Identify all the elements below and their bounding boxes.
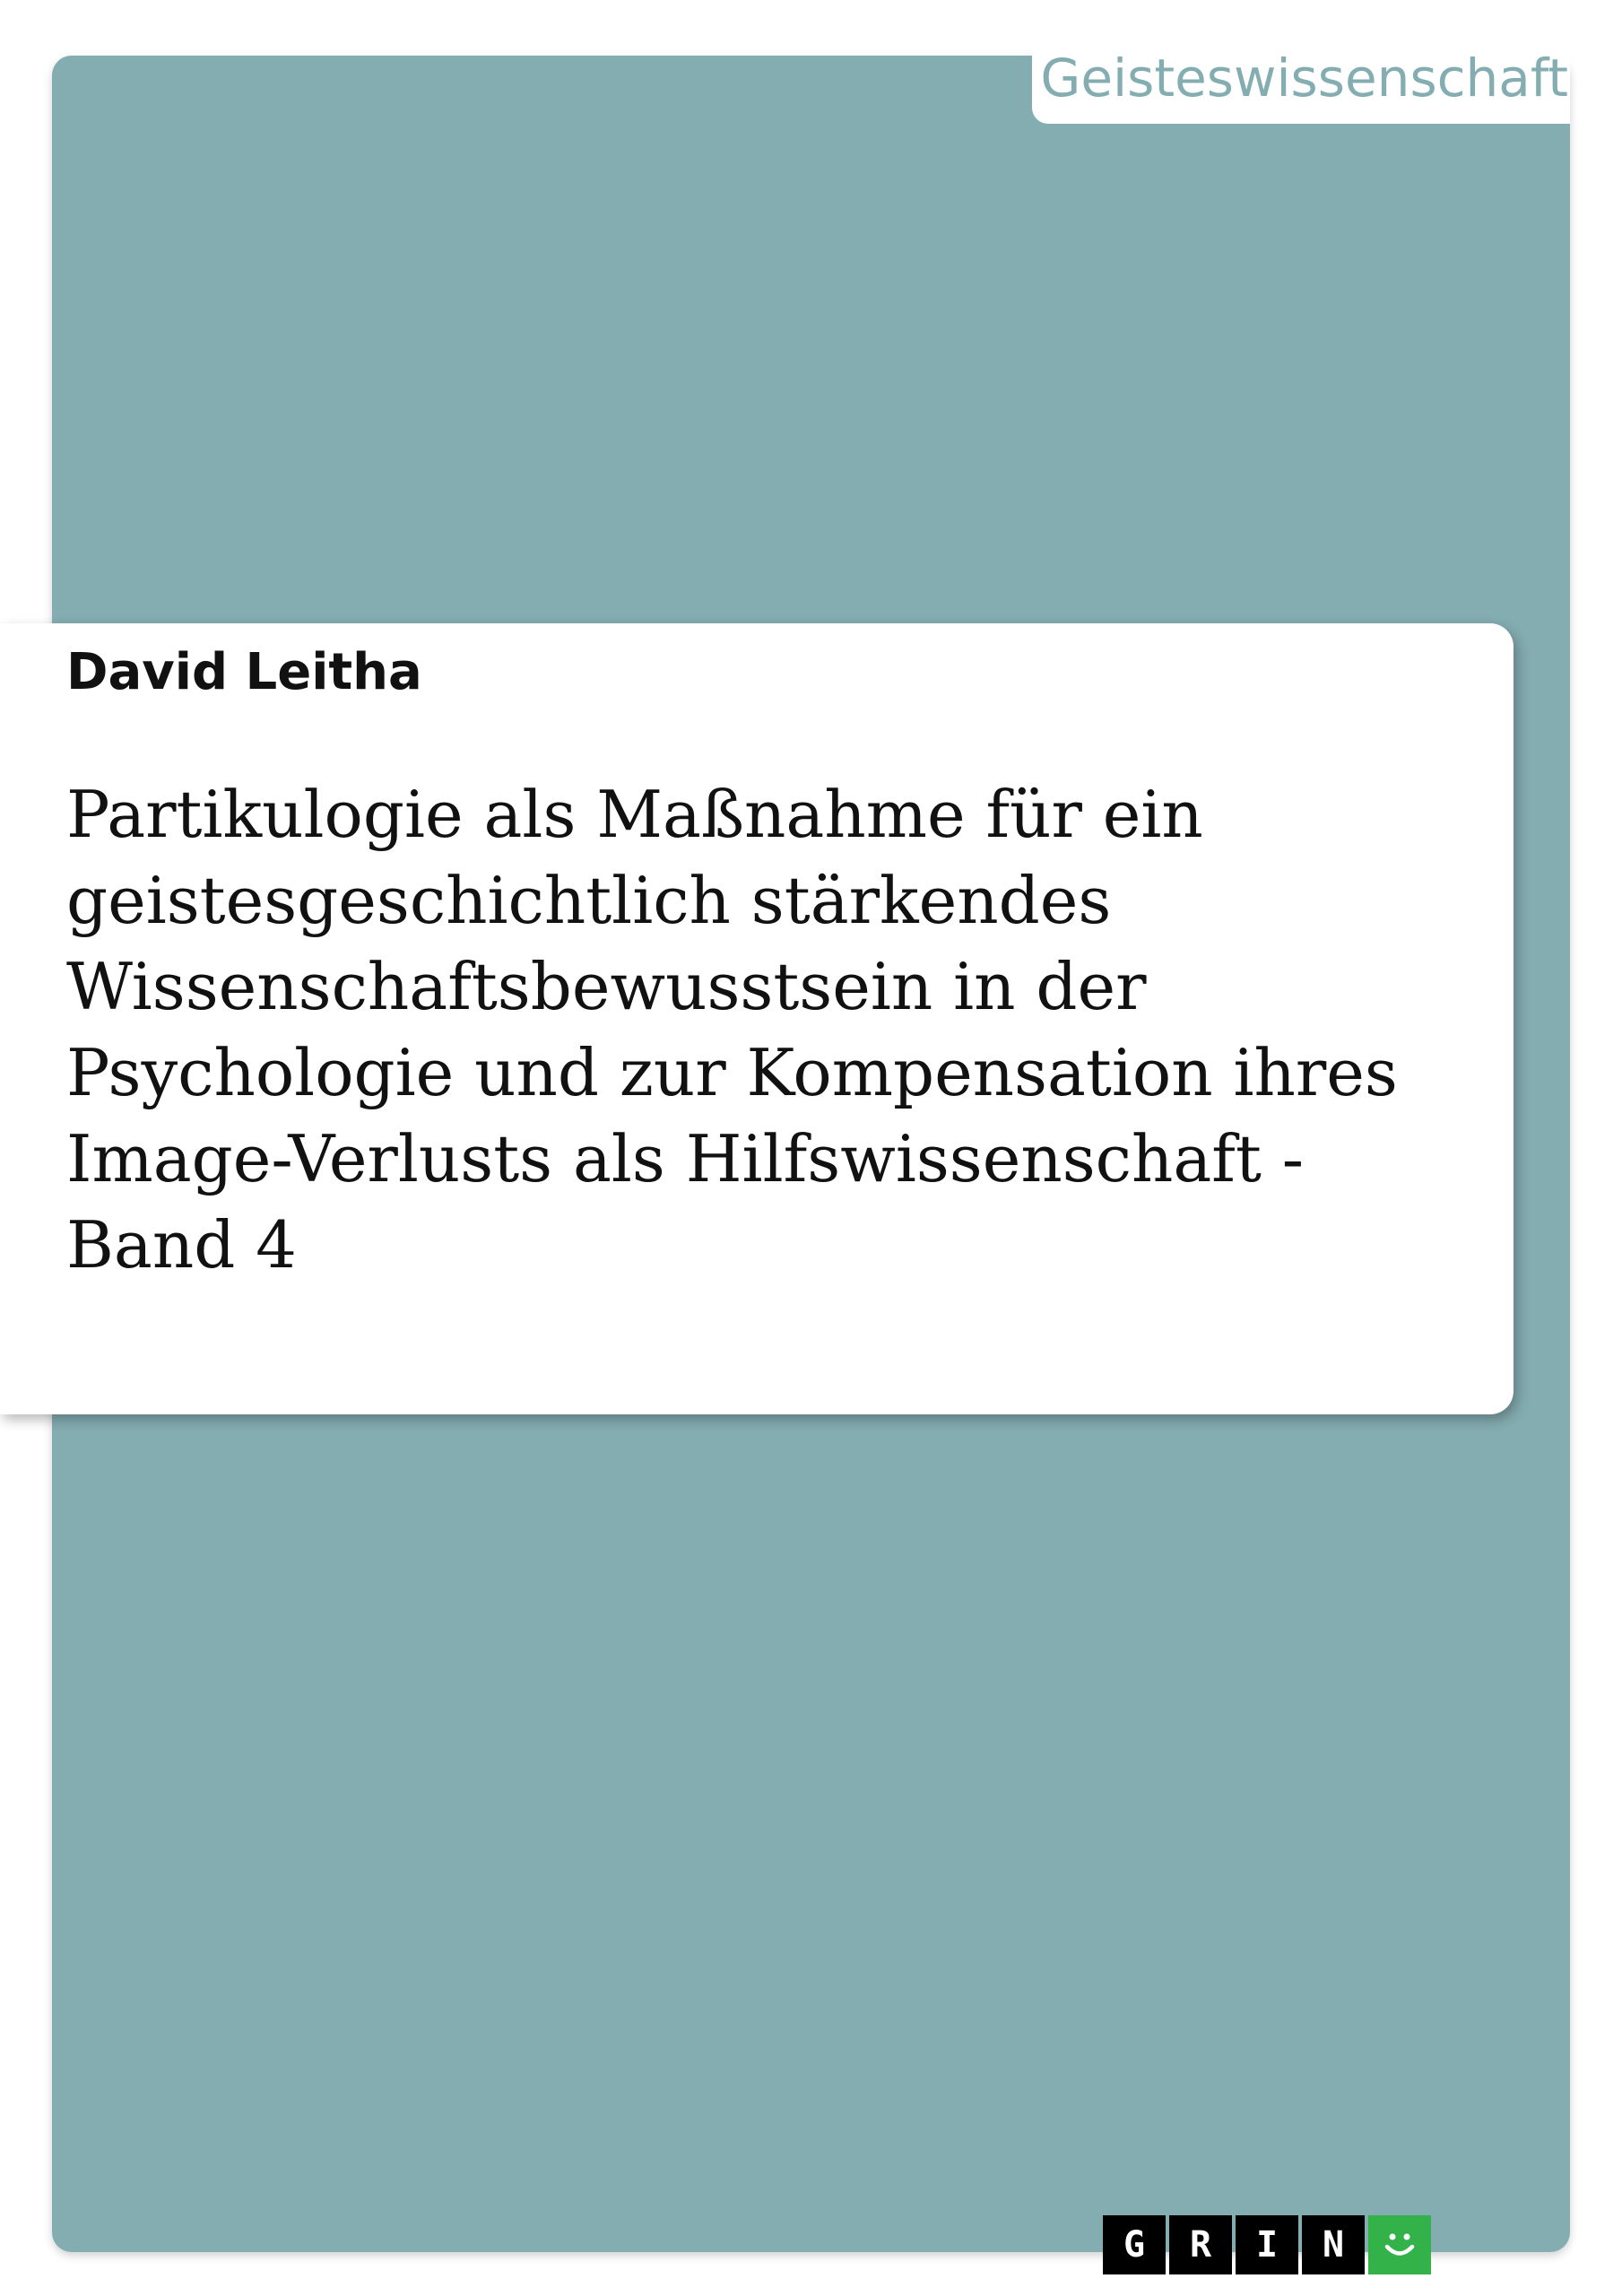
logo-letter-n: N <box>1302 2215 1365 2274</box>
smiley-icon <box>1368 2215 1431 2274</box>
book-title: Partikulogie als Maßnahme für ein geistesgeschichtlich stärkendes Wissenschaftsbewusstsein in der Psychologie und zur Kompensation ihres Image-Verlusts als Hilfswissenschaft - Band 4 <box>66 777 1398 1283</box>
logo-letter-i: I <box>1236 2215 1298 2274</box>
logo-letter-r: R <box>1169 2215 1232 2274</box>
author-name: David Leitha <box>66 643 422 701</box>
logo-letter-g: G <box>1103 2215 1166 2274</box>
publisher-logo <box>1103 2215 1431 2274</box>
category-label: Geisteswissenschaft <box>1040 48 1568 109</box>
